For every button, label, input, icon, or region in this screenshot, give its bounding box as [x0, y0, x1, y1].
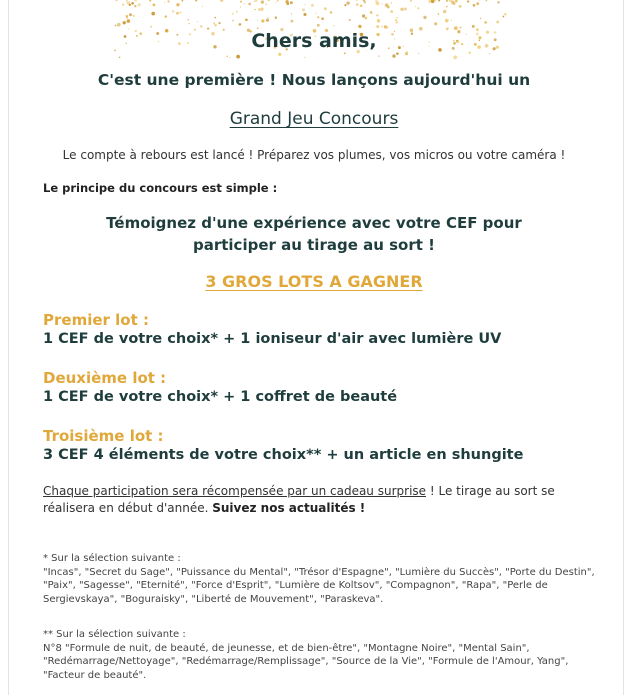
principle-text: Le principe du concours est simple :	[43, 181, 278, 195]
contest-title	[0, 109, 628, 129]
participation-reward-link[interactable]: Chaque participation sera récompensée par un cadeau surprise	[43, 484, 427, 498]
contest-title-text: Grand Jeu Concours	[229, 109, 399, 129]
footnote-1-heading: * Sur la sélection suivante :	[43, 553, 181, 564]
testimony-text: Témoignez d'une expérience avec votre CEF pour participer au tirage au sort !	[106, 214, 522, 254]
follow-news: Suivez nos actualités !	[212, 501, 366, 515]
lot-2-title: Deuxième lot :	[43, 369, 167, 387]
participation-rest: ! Le tirage au sort se réalisera en début d'année.	[43, 484, 555, 515]
footnote-2-heading: ** Sur la sélection suivante :	[43, 629, 186, 640]
lot-1-description: 1 CEF de votre choix* + 1 ioniseur d'air avec lumière UV	[43, 331, 502, 347]
frame-border-right	[623, 0, 624, 695]
prizes-heading-text: 3 GROS LOTS A GAGNER	[205, 272, 423, 291]
lot-3-description: 3 CEF 4 éléments de votre choix** + un article en shungite	[43, 447, 524, 463]
footnote-2	[43, 628, 603, 682]
participation-text	[43, 483, 603, 517]
footnote-1-body: "Incas", "Secret du Sage", "Puissance du Mental", "Trésor d'Espagne", "Lumière du Succès", "Porte du Destin", "Paix", "Sagesse", "Eternité", "Force d'Esprit", "Lumière de Koltsov", "Compagnon", "Rapa", "Perle de Sergievskaya", "Boguraisky", "Liberté de Mouvement", "Paraskeva".	[43, 566, 595, 605]
footnote-1	[43, 552, 603, 606]
greeting: Chers amis,	[251, 30, 377, 52]
footnote-2-body: N°8 "Formule de nuit, de beauté, de jeunesse, et de bien-être", "Montagne Noire", "Mental Sain", "Redémarrage/Nettoyage", "Redémarrage/Remplissage", "Source de la Vie", "Formule de l'Amour, Yang", "Facteur de beauté".	[43, 642, 569, 681]
countdown-text: Le compte à rebours est lancé ! Préparez vos plumes, vos micros ou votre caméra !	[62, 148, 566, 162]
lot-1-title: Premier lot :	[43, 311, 149, 329]
lot-2-description: 1 CEF de votre choix* + 1 coffret de beauté	[43, 389, 398, 405]
lot-3-title: Troisième lot :	[43, 427, 164, 445]
prizes-heading	[0, 272, 628, 291]
testimony-callout	[64, 212, 564, 256]
intro-text: C'est une première ! Nous lançons aujourd'hui un	[97, 71, 531, 89]
frame-border-left	[8, 0, 9, 695]
